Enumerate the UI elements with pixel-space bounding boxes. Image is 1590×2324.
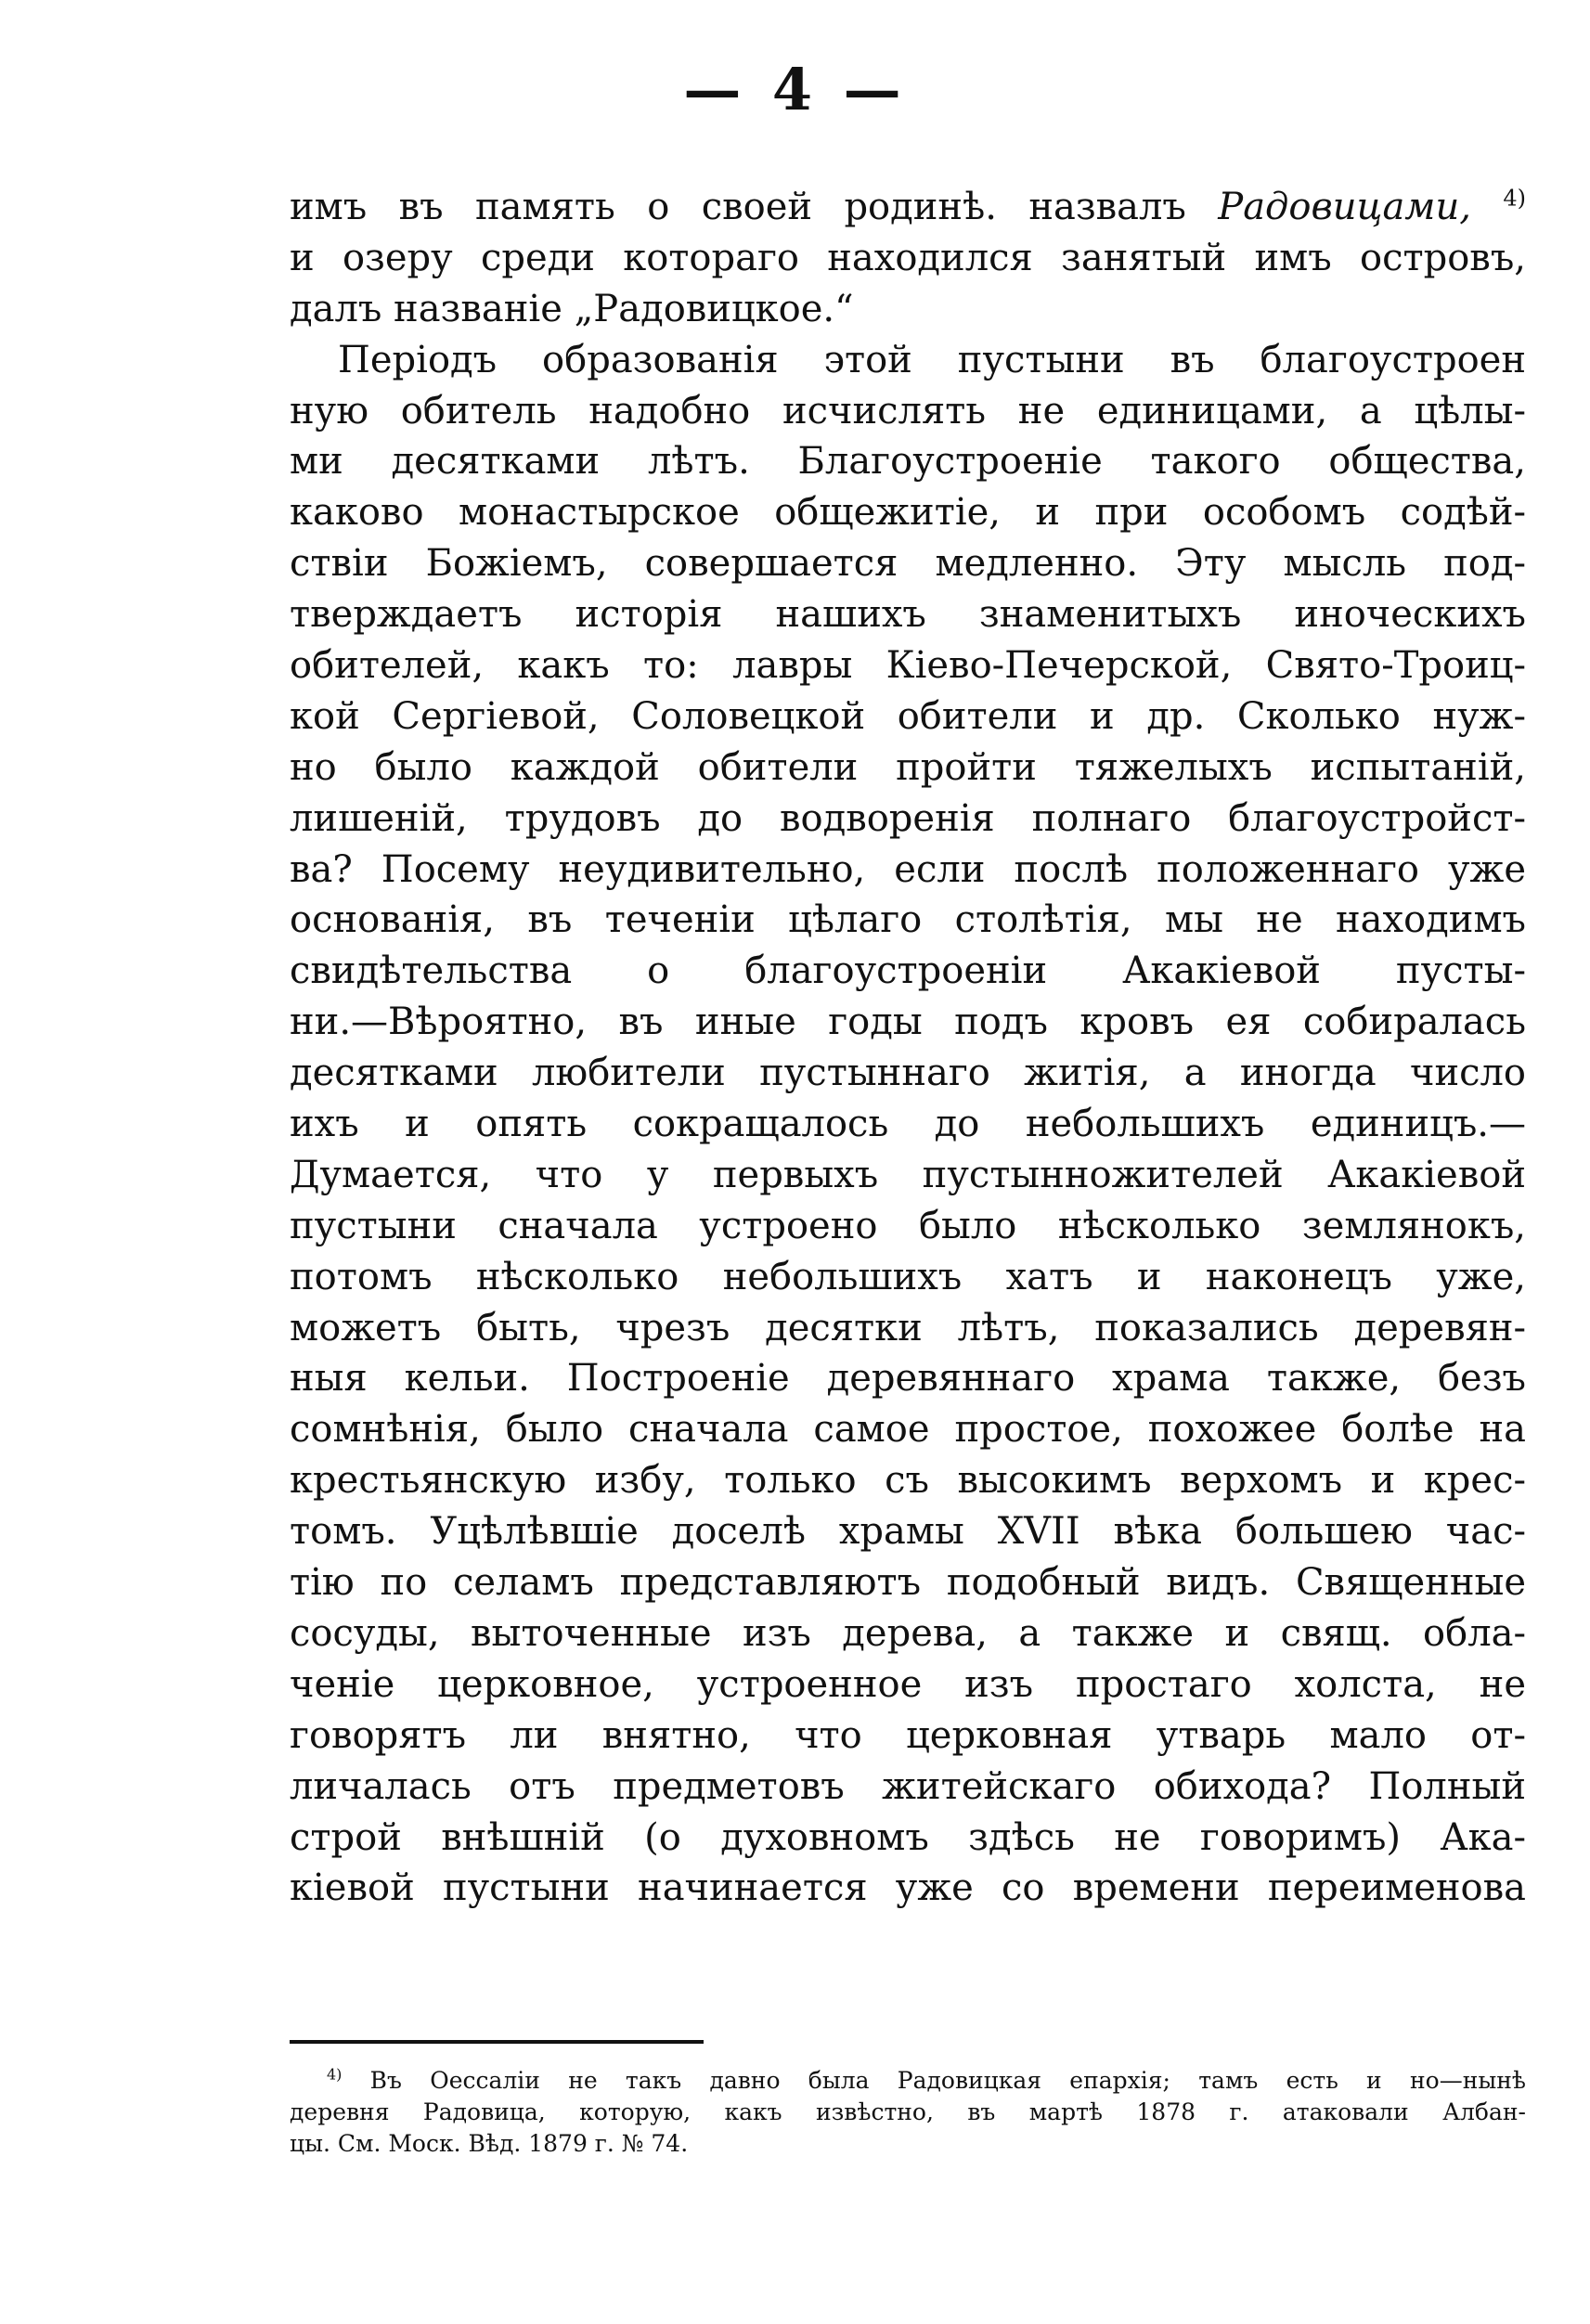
footnotes <box>290 2065 1526 2160</box>
italic-place-name: Радовицами, <box>1218 186 1471 228</box>
text-line: ми десятками лѣтъ. Благоустроеніе такого общества, <box>290 440 1526 484</box>
text-line: и озеру среди котораго находился занятый имъ островъ, <box>290 236 1526 279</box>
footnote-line: $^{4)}$ Въ Оессаліи не такъ давно была Радовицкая епархія; тамъ есть и но—нынѣ <box>327 2065 1526 2094</box>
text-line: говорятъ ли внятно, что церковная утварь мало от- <box>290 1713 1526 1757</box>
text-line: ствіи Божіемъ, совершается медленно. Эту мысль под- <box>290 542 1526 586</box>
footnote-marker: 4) <box>327 2065 343 2084</box>
footnote-line: деревня Радовица, которую, какъ извѣстно, въ мартѣ 1878 г. атаковали Албан- <box>290 2098 1526 2125</box>
footnote-reference: 4) <box>1503 185 1526 212</box>
text-line: Думается, что у первыхъ пустынножителей Акакіевой <box>290 1153 1526 1196</box>
text-line: ва? Посему неудивительно, если послѣ положеннаго уже <box>290 847 1526 891</box>
main-text <box>290 182 1526 1914</box>
text-line: но было каждой обители пройти тяжелыхъ испытаній, <box>290 745 1526 789</box>
text-line: томъ. Уцѣлѣвшіе доселѣ храмы XVII вѣка большею час- <box>290 1510 1526 1554</box>
text-line: сосуды, выточенные изъ дерева, а также и свящ. обла- <box>290 1611 1526 1655</box>
footnote-line: цы. См. Моск. Вѣд. 1879 г. № 74. <box>290 2130 689 2157</box>
text-line: крестьянскую избу, только съ высокимъ верхомъ и крес- <box>290 1459 1526 1503</box>
text-line: ныя кельи. Построеніе деревяннаго храма также, безъ <box>290 1357 1526 1401</box>
text-line: пустыни сначала устроено было нѣсколько землянокъ, <box>290 1204 1526 1247</box>
text-line: ную обитель надобно исчислять не единицами, а цѣлы- <box>290 389 1526 433</box>
text-line: каково монастырское общежитіе, и при особомъ содѣй- <box>290 491 1526 535</box>
page-number: — 4 — <box>683 56 907 123</box>
text-line: сомнѣнія, было сначала самое простое, похожее болѣе на <box>290 1408 1526 1452</box>
text-line: ченіе церковное, устроенное изъ простаго холста, не <box>290 1662 1526 1706</box>
text-line: основанія, въ теченіи цѣлаго столѣтія, мы не находимъ <box>290 898 1526 942</box>
text-line: лишеній, трудовъ до водворенія полнаго благоустройст- <box>290 796 1526 840</box>
text-line: кой Сергіевой, Соловецкой обители и др. Сколько нуж- <box>290 694 1526 738</box>
text-line: потомъ нѣсколько небольшихъ хатъ и наконецъ уже, <box>290 1255 1526 1298</box>
text-line: ни.—Вѣроятно, въ иные годы подъ кровъ ея собиралась <box>290 1001 1526 1044</box>
text-line: строй внѣшній (о духовномъ здѣсь не говоримъ) Ака- <box>290 1815 1526 1859</box>
text-line: ихъ и опять сокращалось до небольшихъ единицъ.— <box>290 1103 1526 1146</box>
text-line: имъ въ память о своей родинѣ. назвалъ Радовицами, $^{4)}$ <box>290 185 1526 228</box>
text-line: свидѣтельства о благоустроеніи Акакіевой пусты- <box>290 949 1526 993</box>
text-line: кіевой пустыни начинается уже со времени переименова <box>290 1866 1526 1910</box>
text-line: десятками любители пустыннаго житія, а иногда число <box>290 1052 1526 1095</box>
footnote-divider <box>290 2040 704 2044</box>
text-line: тію по селамъ представляютъ подобный видъ. Священные <box>290 1561 1526 1605</box>
paragraph-start-line: Періодъ образованія этой пустыни въ благоустроен <box>338 338 1526 381</box>
text-line: обителей, какъ то: лавры Кіево-Печерской, Свято-Троиц- <box>290 644 1526 688</box>
text-line: далъ названіе „Радовицкое.“ <box>290 287 854 330</box>
text-line: тверждаетъ исторія нашихъ знаменитыхъ иноческихъ <box>290 593 1526 637</box>
text-line: личалась отъ предметовъ житейскаго обихода? Полный <box>290 1764 1526 1808</box>
text-line: можетъ быть, чрезъ десятки лѣтъ, показались деревян- <box>290 1306 1526 1349</box>
